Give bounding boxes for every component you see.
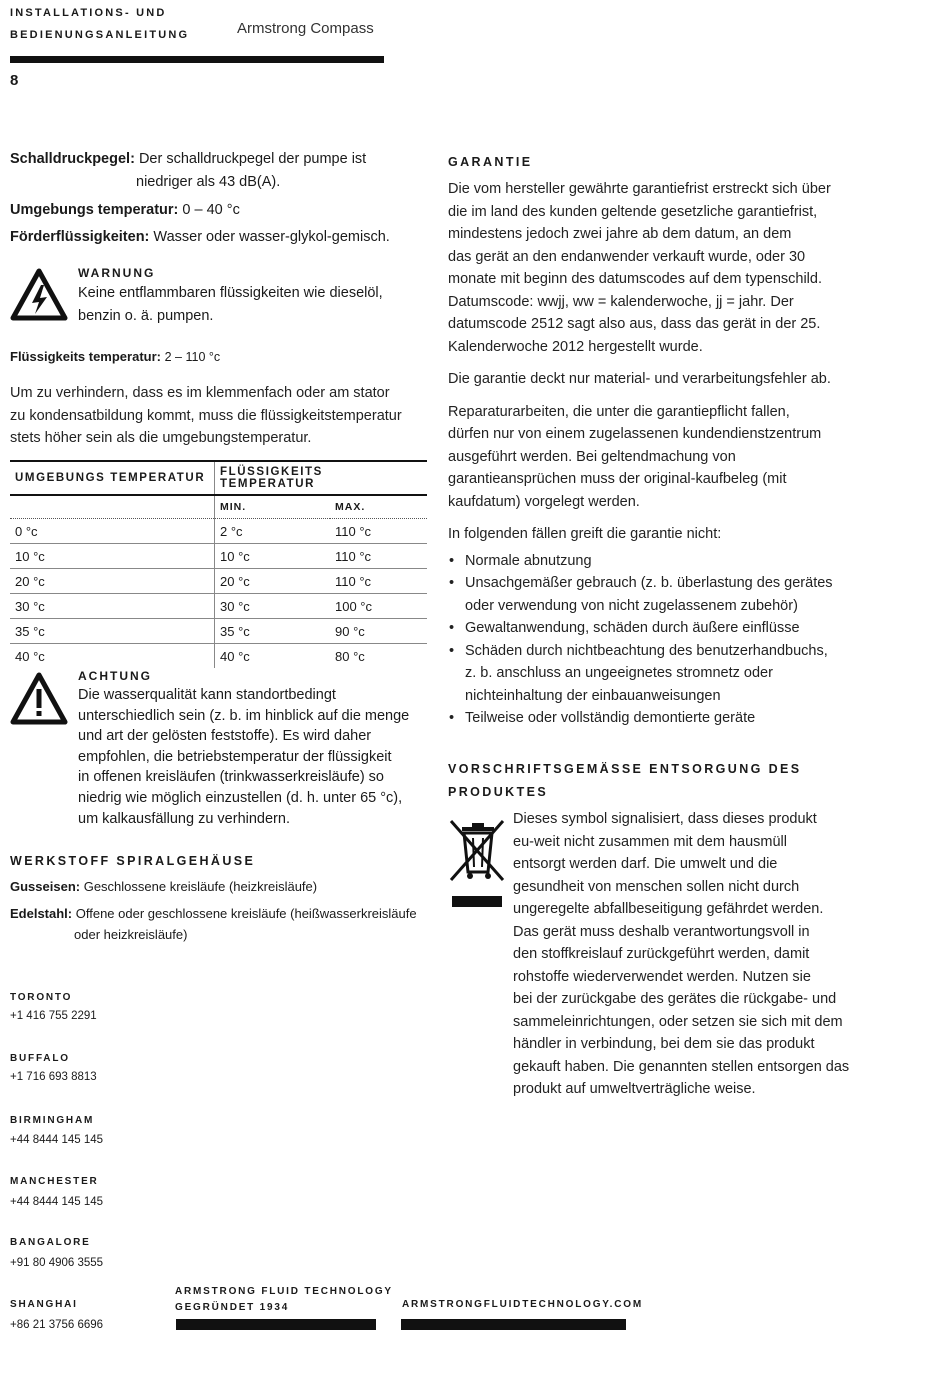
office-city: BUFFALO xyxy=(10,1053,70,1064)
table-subheader-row xyxy=(10,495,427,519)
garantie-line: kaufdatum) vorgelegt werden. xyxy=(448,493,640,510)
footer-company xyxy=(175,1284,393,1316)
entsorgung-line: Das gerät muss deshalb verantwortungsvoll in xyxy=(513,923,810,940)
page-number: 8 xyxy=(10,72,19,89)
office-phone: +44 8444 145 145 xyxy=(10,1196,104,1208)
col-min-header: MIN. xyxy=(215,495,331,519)
temperature-table xyxy=(10,460,427,668)
entsorgung-line: Dieses symbol signalisiert, dass dieses produkt xyxy=(513,811,817,827)
cell-min: 35 °c xyxy=(215,619,331,644)
entsorgung-title xyxy=(448,758,802,804)
document-title xyxy=(10,2,189,46)
footer-bar-left xyxy=(176,1319,376,1330)
achtung-line: und art der gelösten feststoffe). Es wird daher xyxy=(78,728,372,745)
table-row xyxy=(10,519,427,544)
garantie-line: garantieansprüchen muss der original-kaufbeleg (mit xyxy=(448,471,787,487)
office-city: MANCHESTER xyxy=(10,1176,99,1187)
garantie-paragraph-4: In folgenden fällen greift die garantie nicht: xyxy=(448,526,722,542)
garantie-paragraph-3 xyxy=(448,401,888,514)
garantie-line: monate mit beginn des datumscodes auf dem typenschild. xyxy=(448,271,822,287)
col-ambient-header: UMGEBUNGS TEMPERATUR xyxy=(10,461,215,495)
garantie-line: Reparaturarbeiten, die unter die garantiepflicht fallen, xyxy=(448,403,790,420)
spec-foerder xyxy=(10,226,390,249)
spec-value: 0 – 40 °c xyxy=(182,202,240,218)
entsorgung-title-line-1: VORSCHRIFTSGEMÄSSE ENTSORGUNG DES xyxy=(448,762,802,776)
office-phone: +44 8444 145 145 xyxy=(10,1134,104,1146)
cell-max: 110 °c xyxy=(330,519,427,544)
spec-value: Wasser oder wasser-glykol-gemisch. xyxy=(153,229,390,245)
footer-company-name: ARMSTRONG FLUID TECHNOLOGY xyxy=(175,1286,393,1297)
achtung-line: unterschiedlich sein (z. b. im hinblick auf die menge xyxy=(78,707,410,724)
document-title-line-1: INSTALLATIONS- UND xyxy=(10,7,167,19)
achtung-line: Die wasserqualität kann standortbedingt xyxy=(78,687,336,703)
garantie-exclusion-list xyxy=(448,550,888,730)
list-item xyxy=(448,572,888,617)
footer-url[interactable]: ARMSTRONGFLUIDTECHNOLOGY.COM xyxy=(402,1299,643,1310)
cell-ambient: 40 °c xyxy=(10,644,215,669)
spec-label: Förderflüssigkeiten: xyxy=(10,229,150,245)
entsorgung-body xyxy=(513,808,873,1101)
office-phone: +1 416 755 2291 xyxy=(10,1010,97,1022)
spec-label: Flüssigkeits temperatur: xyxy=(10,349,161,364)
cell-ambient: 35 °c xyxy=(10,619,215,644)
cell-min: 30 °c xyxy=(215,594,331,619)
achtung-block xyxy=(78,667,430,829)
list-item xyxy=(448,550,888,573)
entsorgung-line: produkt auf umweltverträgliche weise. xyxy=(513,1081,756,1097)
table-header-row xyxy=(10,461,427,495)
garantie-title: GARANTIE xyxy=(448,155,533,169)
werkstoff-label: Edelstahl: xyxy=(10,906,73,921)
entsorgung-line: entsorgt werden darf. Die umwelt und die xyxy=(513,856,778,872)
spec-label: Umgebungs temperatur: xyxy=(10,202,179,218)
table-row xyxy=(10,569,427,594)
cell-min: 20 °c xyxy=(215,569,331,594)
table-row xyxy=(10,594,427,619)
list-item-line: • Gewaltanwendung, schäden durch äußere einflüsse xyxy=(465,620,800,636)
spec-schalldruck xyxy=(10,148,366,171)
list-item-line: • Schäden durch nichtbeachtung des benutzerhandbuchs, xyxy=(465,642,828,659)
cell-ambient: 0 °c xyxy=(10,519,215,544)
entsorgung-line: den stoffkreislauf zurückgeführt werden, damit xyxy=(513,946,810,962)
entsorgung-line: bei der zurückgabe des gerätes die rückgabe- und xyxy=(513,991,837,1007)
list-item-line: z. b. anschluss an ungeeignetes stromnetz oder xyxy=(465,665,773,681)
entsorgung-line: händler in verbindung, bei dem sie das produkt xyxy=(513,1036,815,1052)
werkstoff-title: WERKSTOFF SPIRALGEHÄUSE xyxy=(10,854,256,868)
office-city: BANGALORE xyxy=(10,1237,91,1248)
col-empty xyxy=(10,495,215,519)
garantie-line: mindestens jedoch zwei jahre ab dem datum, an dem xyxy=(448,226,792,242)
achtung-line: empfohlen, die betriebstemperatur der flüssigkeit xyxy=(78,748,392,765)
garantie-line: ausgeführt werden. Bei geltendmachung von xyxy=(448,448,736,465)
entsorgung-line: rohstoffe wiederverwendet werden. Nutzen sie xyxy=(513,968,811,985)
header-bar xyxy=(10,56,384,63)
condensation-line-3: stets höher sein als die umgebungstemperatur. xyxy=(10,430,312,446)
werkstoff-guss xyxy=(10,877,317,897)
office-phone: +86 21 3756 6696 xyxy=(10,1319,104,1331)
cell-max: 80 °c xyxy=(335,648,365,664)
cell-max: 110 °c xyxy=(330,544,427,569)
condensation-line-1: Um zu verhindern, dass es im klemmenfach oder am stator xyxy=(10,385,390,401)
garantie-body xyxy=(448,178,888,730)
werkstoff-value: Offene oder geschlossene kreisläufe (heißwasserkreisläufe xyxy=(75,906,417,921)
garantie-paragraph-2: Die garantie deckt nur material- und verarbeitungsfehler ab. xyxy=(448,371,831,387)
list-item xyxy=(448,640,888,708)
achtung-line: um kalkausfällung zu verhindern. xyxy=(78,810,290,827)
document-title-line-2: BEDIENUNGSANLEITUNG xyxy=(10,29,190,41)
achtung-line: niedrig wie möglich einzustellen (d. h. unter 65 °c), xyxy=(78,789,403,806)
cell-max: 90 °c xyxy=(330,619,427,644)
cell-ambient: 20 °c xyxy=(10,569,215,594)
werkstoff-edel-continued: oder heizkreisläufe) xyxy=(74,927,188,942)
office-city: SHANGHAI xyxy=(10,1299,78,1310)
list-item-line: • Unsachgemäßer gebrauch (z. b. überlastung des gerätes xyxy=(465,575,833,591)
garantie-line: datumscode 2512 sagt also aus, dass das gerät in der 25. xyxy=(448,316,821,332)
werkstoff-label: Gusseisen: xyxy=(10,879,81,894)
list-item xyxy=(448,707,888,730)
cell-ambient: 30 °c xyxy=(10,594,215,619)
garantie-line: Kalenderwoche 2012 hergestellt wurde. xyxy=(448,338,703,355)
garantie-paragraph-1 xyxy=(448,178,888,358)
werkstoff-edel xyxy=(10,903,417,924)
garantie-line: das gerät an den endanwender verkauft wurde, oder 30 xyxy=(448,248,806,265)
table-row xyxy=(10,619,427,644)
product-name: Armstrong Compass xyxy=(237,20,374,37)
condensation-line-2: zu kondensatbildung kommt, muss die flüssigkeitstemperatur xyxy=(10,407,402,424)
table-row xyxy=(10,644,427,669)
spec-schalldruck-continued: niedriger als 43 dB(A). xyxy=(136,174,281,190)
garantie-line: Die vom hersteller gewährte garantiefrist erstreckt sich über xyxy=(448,181,831,197)
spec-value: 2 – 110 °c xyxy=(164,350,221,364)
garantie-line: die im land des kunden geltende gesetzliche garantiefrist, xyxy=(448,203,818,220)
entsorgung-line: eu-weit nicht zusammen mit dem hausmüll xyxy=(513,833,787,850)
cell-ambient: 10 °c xyxy=(10,544,215,569)
achtung-line: in offenen kreisläufen (trinkwasserkreisläufe) so xyxy=(78,769,384,786)
office-city: BIRMINGHAM xyxy=(10,1115,95,1126)
entsorgung-title-line-2: PRODUKTES xyxy=(448,785,549,799)
office-phone: +1 716 693 8813 xyxy=(10,1071,97,1083)
office-city: TORONTO xyxy=(10,992,73,1003)
achtung-title: ACHTUNG xyxy=(78,669,152,683)
spec-fluid-temp xyxy=(10,346,220,369)
crossed-bin-icon xyxy=(448,818,508,915)
list-item-line: • Teilweise oder vollständig demontierte geräte xyxy=(465,710,756,726)
entsorgung-line: gekauft haben. Die genannten stellen entsorgen das xyxy=(513,1058,850,1075)
warnung-text-1: Keine entflammbaren flüssigkeiten wie dieselöl, xyxy=(78,285,383,301)
entsorgung-line: gesundheit von menschen sollen nicht durch xyxy=(513,878,800,895)
table-row xyxy=(10,544,427,569)
spec-umgebung xyxy=(10,199,240,222)
entsorgung-line: sammeleinrichtungen, oder setzen sie sich mit dem xyxy=(513,1013,843,1030)
warnung-text-2: benzin o. ä. pumpen. xyxy=(78,307,214,324)
spec-value: Der schalldruckpegel der pumpe ist xyxy=(138,151,367,167)
list-item-line: oder verwendung von nicht zugelassenem zubehör) xyxy=(465,597,798,614)
entsorgung-line: ungeregelte abfallbeseitigung gefährdet werden. xyxy=(513,901,824,917)
electrical-hazard-icon xyxy=(10,268,68,327)
caution-icon xyxy=(10,672,68,731)
cell-max: 110 °c xyxy=(330,569,427,594)
cell-min: 10 °c xyxy=(215,544,331,569)
office-phone: +91 80 4906 3555 xyxy=(10,1257,104,1269)
footer-founded: GEGRÜNDET 1934 xyxy=(175,1302,290,1313)
cell-min: 2 °c xyxy=(215,519,331,544)
garantie-line: dürfen nur von einem zugelassenen kundendienstzentrum xyxy=(448,426,822,442)
list-item-line: • Normale abnutzung xyxy=(465,552,592,569)
warnung-block xyxy=(78,264,428,327)
garantie-line: Datumscode: wwjj, ww = kalenderwoche, jj = jahr. Der xyxy=(448,293,794,310)
cell-max: 100 °c xyxy=(330,594,427,619)
col-fluid-header: FLÜSSIGKEITS TEMPERATUR xyxy=(215,461,428,495)
cell-min: 40 °c xyxy=(220,648,250,664)
condensation-paragraph xyxy=(10,382,430,450)
werkstoff-value: Geschlossene kreisläufe (heizkreisläufe) xyxy=(83,879,318,894)
footer-bar-right xyxy=(401,1319,626,1330)
spec-label: Schalldruckpegel: xyxy=(10,151,135,167)
warnung-title: WARNUNG xyxy=(78,266,156,280)
list-item xyxy=(448,617,888,640)
col-max-header: MAX. xyxy=(330,495,427,519)
list-item-line: nichteinhaltung der einbauanweisungen xyxy=(465,687,721,704)
